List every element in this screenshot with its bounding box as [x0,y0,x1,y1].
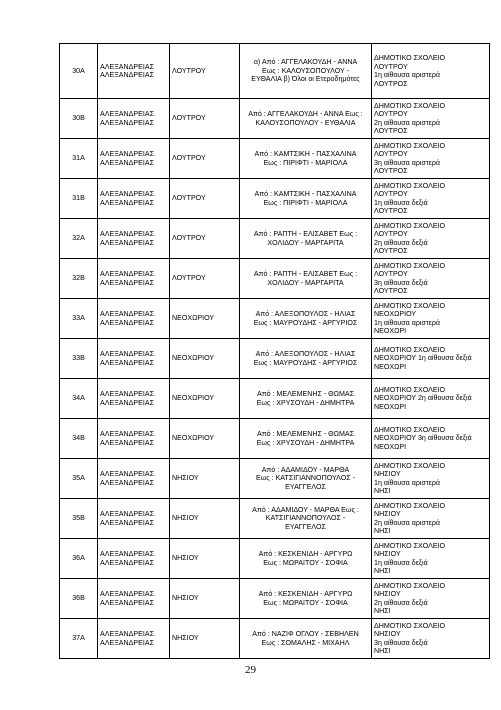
table-row [60,379,490,419]
surname-range-cell-line: Εως : ΜΑΥΡΟΥΔΗΣ - ΑΡΓΥΡΙΟΣ [253,318,358,327]
municipality-cell-line: ΑΛΕΞΑΝΔΡΕΙΑΣ [100,110,154,118]
municipality-cell-line: ΑΛΕΞΑΝΔΡΕΙΑΣ [100,478,154,487]
venue-cell-line: 3η αίθουσα δεξιά [374,278,428,287]
venue-cell-line: 2η αίθουσα αριστερά [374,118,440,127]
venue-cell-line: ΛΟΥΤΡΟΥ [374,150,408,158]
municipality-cell [98,99,170,139]
station-code: 36Α [60,539,98,579]
table-row [60,619,490,659]
venue-cell-line: ΔΗΜΟΤΙΚΟ ΣΧΟΛΕΙΟ [374,461,446,470]
municipality-cell [98,339,170,379]
surname-range-cell-line: Από : ΚΕΣΚΕΝΙΔΗ - ΑΡΓΥΡΩ [258,590,353,598]
venue-cell [372,379,490,419]
surname-range-cell-line: Από : ΑΔΑΜΙΔΟΥ - ΜΑΡΘΑ [261,465,350,474]
surname-range-cell-line: Από : ΚΕΣΚΕΝΙΔΗ - ΑΡΓΥΡΩ [258,550,353,558]
venue-cell-line: ΔΗΜΟΤΙΚΟ ΣΧΟΛΕΙΟ [374,541,446,550]
municipality-cell-line: ΑΛΕΞΑΝΔΡΕΙΑΣ [100,278,154,287]
station-code: 32Β [60,259,98,299]
table-row [60,579,490,619]
surname-range-cell [240,44,372,99]
municipality-cell-line: ΑΛΕΞΑΝΔΡΕΙΑΣ [100,438,154,447]
venue-cell-line: ΔΗΜΟΤΙΚΟ ΣΧΟΛΕΙΟ [374,301,446,310]
venue-cell [372,539,490,579]
table-row [60,499,490,539]
venue-cell-line: ΛΟΥΤΡΟΣ [374,287,408,295]
venue-cell-line: ΝΗΣΙ [374,647,391,655]
municipality-cell-line: ΑΛΕΞΑΝΔΡΕΙΑΣ [100,630,154,638]
venue-cell-line: ΛΟΥΤΡΟΣ [374,79,408,88]
table-row [60,459,490,499]
municipality-cell [98,539,170,579]
surname-range-cell-line: Εως : ΠΙΡΙΦΤΙ - ΜΑΡΙΟΛΑ [263,198,348,207]
venue-cell-line: 1η αίθουσα αριστερά [374,71,440,79]
municipality-cell-line: ΑΛΕΞΑΝΔΡΕΙΑΣ [100,350,154,358]
municipality-cell [98,419,170,459]
surname-range-cell-line: ΚΑΛΟΥΣΟΠΟΥΛΟΥ - ΕΥΘΑΛΙΑ [255,118,356,127]
table-row [60,419,490,459]
venue-cell-line: 1η αίθουσα αριστερά [374,478,440,487]
area-cell: ΝΗΣΙΟΥ [170,499,240,539]
table-row [60,259,490,299]
venue-cell [372,219,490,259]
table-row [60,219,490,259]
municipality-cell [98,499,170,539]
venue-cell-line: ΔΗΜΟΤΙΚΟ ΣΧΟΛΕΙΟ [374,54,446,62]
surname-range-cell-line: Εως : ΜΩΡΑΙΤΟΥ - ΣΟΦΙΑ [263,558,348,567]
venue-cell-line: 2η αίθουσα δεξιά [374,598,428,607]
surname-range-cell [240,619,372,659]
surname-range-cell [240,379,372,419]
page-number: 29 [245,664,256,676]
venue-cell-line: 2η αίθουσα αριστερά [374,518,440,527]
station-code: 34Α [60,379,98,419]
venue-cell-line: 2η αίθουσα δεξιά [374,238,428,247]
venue-cell-line: ΝΗΣΙΟΥ [374,590,401,598]
surname-range-cell [240,459,372,499]
surname-range-cell-line: ΕΥΑΓΓΕΛΟΣ [285,522,326,531]
station-code: 30Β [60,99,98,139]
venue-cell [372,499,490,539]
municipality-cell-line: ΑΛΕΞΑΝΔΡΕΙΑΣ [100,62,154,71]
surname-range-cell-line: Από : ΜΕΛΕΜΕΝΗΣ - ΘΩΜΑΣ [256,430,355,438]
area-cell: ΝΗΣΙΟΥ [170,619,240,659]
venue-cell-line: ΛΟΥΤΡΟΥ [374,270,408,278]
surname-range-cell-line: Εως : ΚΑΛΟΥΣΟΠΟΥΛΟΥ - [261,66,349,75]
venue-cell-line: 1η αίθουσα αριστερά [374,318,440,327]
municipality-cell-line: ΑΛΕΞΑΝΔΡΕΙΑΣ [100,310,154,318]
surname-range-cell [240,179,372,219]
venue-cell-line: ΝΗΣΙΟΥ [374,630,401,638]
area-cell: ΝΕΟΧΩΡΙΟΥ [170,379,240,419]
municipality-cell-line: ΑΛΕΞΑΝΔΡΕΙΑΣ [100,510,154,518]
venue-cell-line: ΔΗΜΟΤΙΚΟ ΣΧΟΛΕΙΟ [374,101,446,110]
venue-cell-line: ΝΕΟΧΩΡΙΟΥ [374,310,417,318]
area-cell: ΝΗΣΙΟΥ [170,539,240,579]
surname-range-cell [240,539,372,579]
table-row [60,539,490,579]
venue-cell-line: ΝΕΟΧΩΡΙΟΥ 3η αίθουσα δεξιά [374,434,472,443]
station-code: 35Β [60,499,98,539]
venue-cell-line: ΛΟΥΤΡΟΣ [374,247,408,255]
surname-range-cell-line: Εως : ΧΡΥΣΟΥΔΗ - ΔΗΜΗΤΡΑ [256,398,355,407]
station-code: 33Β [60,339,98,379]
venue-cell-line: ΝΕΟΧΩΡΙ [374,327,407,335]
area-cell: ΛΟΥΤΡΟΥ [170,259,240,299]
surname-range-cell-line: Εως : ΣΟΜΑΛΗΣ - ΜΙΧΑΗΛ [261,638,350,647]
municipality-cell-line: ΑΛΕΞΑΝΔΡΕΙΑΣ [100,590,154,598]
venue-cell-line: 3η αίθουσα αριστερά [374,158,440,167]
venue-cell [372,99,490,139]
polling-stations-table [59,43,490,659]
municipality-cell-line: ΑΛΕΞΑΝΔΡΕΙΑΣ [100,638,154,647]
municipality-cell [98,379,170,419]
venue-cell [372,579,490,619]
municipality-cell [98,139,170,179]
venue-cell [372,419,490,459]
surname-range-cell-line: Από : ΡΑΠΤΗ - ΕΛΙΣΑΒΕΤ Εως : [253,230,358,238]
municipality-cell-line: ΑΛΕΞΑΝΔΡΕΙΑΣ [100,118,154,127]
municipality-cell-line: ΑΛΕΞΑΝΔΡΕΙΑΣ [100,390,154,398]
venue-cell-line: ΝΗΣΙ [374,607,391,615]
municipality-cell-line: ΑΛΕΞΑΝΔΡΕΙΑΣ [100,358,154,367]
venue-cell-line: 1η αίθουσα δεξιά [374,198,428,207]
surname-range-cell [240,579,372,619]
municipality-cell-line: ΑΛΕΞΑΝΔΡΕΙΑΣ [100,150,154,158]
venue-cell-line: ΝΗΣΙΟΥ [374,510,401,518]
venue-cell-line: ΝΕΟΧΩΡΙΟΥ 1η αίθουσα δεξιά [374,354,472,363]
municipality-cell [98,179,170,219]
venue-cell-line: 3η αίθουσα δεξιά [374,638,428,647]
venue-cell [372,339,490,379]
surname-range-cell-line: Από : ΜΕΛΕΜΕΝΗΣ - ΘΩΜΑΣ [256,390,355,398]
area-cell: ΛΟΥΤΡΟΥ [170,99,240,139]
venue-cell-line: ΝΗΣΙΟΥ [374,470,401,478]
surname-range-cell [240,139,372,179]
area-cell: ΝΕΟΧΩΡΙΟΥ [170,419,240,459]
surname-range-cell [240,219,372,259]
venue-cell-line: ΔΗΜΟΤΙΚΟ ΣΧΟΛΕΙΟ [374,141,446,150]
venue-cell [372,44,490,99]
venue-cell-line: ΝΗΣΙ [374,567,391,575]
table-body [60,44,490,659]
municipality-cell-line: ΑΛΕΞΑΝΔΡΕΙΑΣ [100,430,154,438]
venue-cell-line: ΝΗΣΙ [374,527,391,535]
municipality-cell-line: ΑΛΕΞΑΝΔΡΕΙΑΣ [100,238,154,247]
municipality-cell-line: ΑΛΕΞΑΝΔΡΕΙΑΣ [100,198,154,207]
venue-cell-line: ΝΗΣΙ [374,487,391,495]
municipality-cell-line: ΑΛΕΞΑΝΔΡΕΙΑΣ [100,158,154,167]
surname-range-cell [240,299,372,339]
venue-cell-line: ΔΗΜΟΤΙΚΟ ΣΧΟΛΕΙΟ [374,385,446,394]
area-cell: ΛΟΥΤΡΟΥ [170,219,240,259]
venue-cell-line: ΔΗΜΟΤΙΚΟ ΣΧΟΛΕΙΟ [374,581,446,590]
venue-cell [372,139,490,179]
area-cell: ΝΕΟΧΩΡΙΟΥ [170,339,240,379]
surname-range-cell-line: Εως : ΠΙΡΙΦΤΙ - ΜΑΡΙΟΛΑ [263,158,348,167]
station-code: 31Β [60,179,98,219]
municipality-cell [98,259,170,299]
venue-cell-line: ΛΟΥΤΡΟΥ [374,230,408,238]
station-code: 32Α [60,219,98,259]
municipality-cell [98,579,170,619]
municipality-cell-line: ΑΛΕΞΑΝΔΡΕΙΑΣ [100,270,154,278]
venue-cell-line: ΝΕΟΧΩΡΙ [374,442,407,451]
surname-range-cell [240,419,372,459]
station-code: 36Β [60,579,98,619]
venue-cell-line: ΔΗΜΟΤΙΚΟ ΣΧΟΛΕΙΟ [374,345,446,354]
surname-range-cell-line: Από : ΑΛΕΞΟΠΟΥΛΟΣ - ΗΛΙΑΣ [255,310,356,318]
municipality-cell-line: ΑΛΕΞΑΝΔΡΕΙΑΣ [100,230,154,238]
municipality-cell [98,299,170,339]
municipality-cell-line: ΑΛΕΞΑΝΔΡΕΙΑΣ [100,598,154,607]
area-cell: ΝΕΟΧΩΡΙΟΥ [170,299,240,339]
venue-cell [372,459,490,499]
area-cell: ΝΗΣΙΟΥ [170,579,240,619]
surname-range-cell-line: ΧΟΛΙΔΟΥ - ΜΑΡΓΑΡΙΤΑ [267,238,344,247]
surname-range-cell-line: ΕΥΘΑΛΙΑ β) Όλοι οι Ετεροδημότες [251,75,360,84]
surname-range-cell [240,99,372,139]
municipality-cell-line: ΑΛΕΞΑΝΔΡΕΙΑΣ [100,550,154,558]
municipality-cell-line: ΑΛΕΞΑΝΔΡΕΙΑΣ [100,518,154,527]
venue-cell-line: ΛΟΥΤΡΟΥ [374,190,408,198]
municipality-cell-line: ΑΛΕΞΑΝΔΡΕΙΑΣ [100,318,154,327]
venue-cell-line: ΛΟΥΤΡΟΣ [374,207,408,215]
surname-range-cell-line: Από : ΑΔΑΜΙΔΟΥ - ΜΑΡΘΑ Εως : [252,505,359,514]
venue-cell-line: ΛΟΥΤΡΟΣ [374,127,408,135]
municipality-cell [98,219,170,259]
table-row [60,139,490,179]
table-row [60,44,490,99]
venue-cell-line: ΛΟΥΤΡΟΥ [374,110,408,118]
station-code: 35Α [60,459,98,499]
surname-range-cell [240,259,372,299]
surname-range-cell-line: ΕΥΑΓΓΕΛΟΣ [285,482,326,491]
table-row [60,299,490,339]
surname-range-cell-line: α) Από : ΑΓΓΕΛΑΚΟΥΔΗ - ΑΝΝΑ [253,58,358,67]
surname-range-cell [240,339,372,379]
station-code: 37Α [60,619,98,659]
venue-cell-line: ΝΗΣΙΟΥ [374,550,401,558]
venue-cell-line: ΝΕΟΧΩΡΙ [374,402,407,411]
venue-cell [372,259,490,299]
municipality-cell [98,44,170,99]
surname-range-cell-line: Εως : ΜΩΡΑΙΤΟΥ - ΣΟΦΙΑ [263,598,348,607]
station-code: 30Α [60,44,98,99]
table-row [60,99,490,139]
venue-cell-line: ΔΗΜΟΤΙΚΟ ΣΧΟΛΕΙΟ [374,621,446,630]
area-cell: ΛΟΥΤΡΟΥ [170,139,240,179]
municipality-cell-line: ΑΛΕΞΑΝΔΡΕΙΑΣ [100,71,154,79]
municipality-cell [98,619,170,659]
station-code: 34Β [60,419,98,459]
station-code: 31Α [60,139,98,179]
table-row [60,179,490,219]
table-row [60,339,490,379]
municipality-cell-line: ΑΛΕΞΑΝΔΡΕΙΑΣ [100,398,154,407]
venue-cell-line: ΛΟΥΤΡΟΣ [374,167,408,175]
area-cell: ΝΗΣΙΟΥ [170,459,240,499]
surname-range-cell-line: Από : ΝΑΖΙΦ ΟΓΛΟΥ - ΣΕΒΗΛΕΝ [252,630,359,638]
surname-range-cell-line: Εως : ΧΡΥΣΟΥΔΗ - ΔΗΜΗΤΡΑ [256,438,355,447]
municipality-cell-line: ΑΛΕΞΑΝΔΡΕΙΑΣ [100,190,154,198]
surname-range-cell [240,499,372,539]
surname-range-cell-line: Από : ΑΛΕΞΟΠΟΥΛΟΣ - ΗΛΙΑΣ [255,350,356,358]
venue-cell-line: 1η αίθουσα δεξιά [374,558,428,567]
surname-range-cell-line: ΚΑΤΣΙΓΙΑΝΝΟΠΟΥΛΟΣ - [265,514,346,523]
venue-cell-line: ΔΗΜΟΤΙΚΟ ΣΧΟΛΕΙΟ [374,425,446,434]
area-cell: ΛΟΥΤΡΟΥ [170,179,240,219]
venue-cell-line: ΔΗΜΟΤΙΚΟ ΣΧΟΛΕΙΟ [374,261,446,270]
venue-cell-line: ΔΗΜΟΤΙΚΟ ΣΧΟΛΕΙΟ [374,501,446,510]
venue-cell-line: ΔΗΜΟΤΙΚΟ ΣΧΟΛΕΙΟ [374,221,446,230]
surname-range-cell-line: Από : ΚΑΜΤΣΙΚΗ - ΠΑΣΧΑΛΙΝΑ [254,190,357,198]
surname-range-cell-line: Από : ΡΑΠΤΗ - ΕΛΙΣΑΒΕΤ Εως : [253,270,358,278]
venue-cell-line: ΝΕΟΧΩΡΙΟΥ 2η αίθουσα δεξιά [374,394,472,403]
municipality-cell-line: ΑΛΕΞΑΝΔΡΕΙΑΣ [100,558,154,567]
area-cell: ΛΟΥΤΡΟΥ [170,44,240,99]
venue-cell [372,619,490,659]
municipality-cell [98,459,170,499]
municipality-cell-line: ΑΛΕΞΑΝΔΡΕΙΑΣ [100,470,154,478]
surname-range-cell-line: ΧΟΛΙΔΟΥ - ΜΑΡΓΑΡΙΤΑ [267,278,344,287]
surname-range-cell-line: Εως : ΚΑΤΣΙΓΙΑΝΝΟΠΟΥΛΟΣ - [255,474,356,483]
venue-cell [372,299,490,339]
surname-range-cell-line: Εως : ΜΑΥΡΟΥΔΗΣ - ΑΡΓΥΡΙΟΣ [253,358,358,367]
venue-cell-line: ΛΟΥΤΡΟΥ [374,62,408,71]
venue-cell-line: ΝΕΟΧΩΡΙ [374,362,407,371]
surname-range-cell-line: Από : ΚΑΜΤΣΙΚΗ - ΠΑΣΧΑΛΙΝΑ [254,150,357,158]
station-code: 33Α [60,299,98,339]
venue-cell [372,179,490,219]
surname-range-cell-line: Από : ΑΓΓΕΛΑΚΟΥΔΗ - ΑΝΝΑ Εως : [248,110,363,118]
venue-cell-line: ΔΗΜΟΤΙΚΟ ΣΧΟΛΕΙΟ [374,181,446,190]
